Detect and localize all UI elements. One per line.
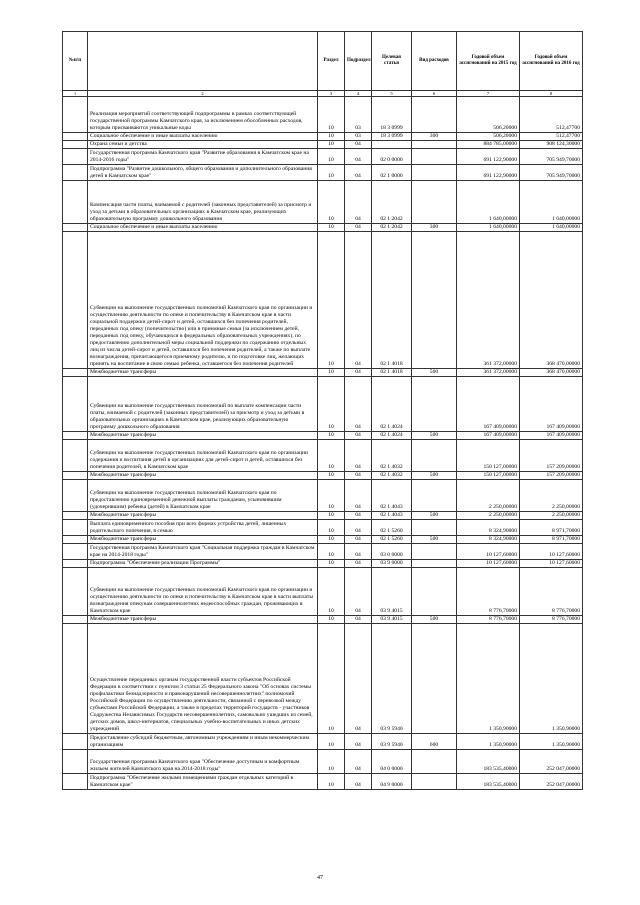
cell-name: Государственная программа Камчатского края "Обеспечение доступным и комфортным жильем жителей Камчатского края на 2014-2018 годы"	[88, 750, 318, 774]
cell-tselevaya: 02 1 4032	[372, 440, 412, 472]
header-2015: Годовой объем ассигнований на 2015 год	[457, 32, 520, 91]
cell-2015: 691 122,90000	[457, 149, 520, 165]
cell-2015: 361 372,00000	[457, 232, 520, 369]
cell-razdel: 10	[318, 232, 345, 369]
table-row	[63, 181, 583, 224]
column-number: 5	[372, 91, 412, 97]
cell-podrazdel: 04	[345, 432, 372, 440]
cell-num	[63, 568, 88, 616]
cell-num	[63, 472, 88, 480]
cell-podrazdel: 04	[345, 536, 372, 544]
cell-podrazdel: 04	[345, 377, 372, 432]
cell-2015: 183 535,40000	[457, 774, 520, 790]
cell-vid	[412, 181, 457, 224]
cell-podrazdel: 04	[345, 568, 372, 616]
cell-2016: 368 470,00000	[520, 369, 583, 377]
table-row	[63, 133, 583, 141]
cell-razdel: 10	[318, 181, 345, 224]
cell-num	[63, 544, 88, 560]
cell-name: Реализация мероприятий соответствующей подпрограммы в рамках соответствующей государственной программы Камчатского края, за исключением обособленных расходов, которым присваиваются уникальные коды	[88, 97, 318, 133]
page-number: 47	[317, 875, 323, 881]
cell-name: Предоставление субсидий бюджетным, автономным учреждениям и иным некоммерческим организациям	[88, 734, 318, 750]
table-row	[63, 480, 583, 512]
cell-2015: 8 324,90000	[457, 520, 520, 536]
cell-razdel: 10	[318, 224, 345, 232]
cell-num	[63, 440, 88, 472]
cell-podrazdel: 04	[345, 544, 372, 560]
cell-2015: 150 127,00000	[457, 472, 520, 480]
column-number: 7	[457, 91, 520, 97]
cell-vid	[412, 232, 457, 369]
cell-2016: 8 971,70000	[520, 536, 583, 544]
header-name	[88, 32, 318, 91]
cell-vid	[412, 568, 457, 616]
cell-num	[63, 133, 88, 141]
cell-name: Субвенции на выполнение государственных полномочий Камчатского края по организации и осуществлению деятельности по опеке и попечительству в Камчатском крае в части выплаты вознаграждения опекунам совершеннолетних недееспособных граждан, проживающих в Камчатском крае	[88, 568, 318, 616]
cell-razdel: 10	[318, 480, 345, 512]
cell-name: Социальное обеспечение и иные выплаты населению	[88, 133, 318, 141]
cell-podrazdel: 04	[345, 750, 372, 774]
cell-podrazdel: 04	[345, 480, 372, 512]
cell-2015: 8 776,70000	[457, 616, 520, 624]
cell-tselevaya: 02 1 4043	[372, 512, 412, 520]
table-row	[63, 520, 583, 536]
cell-2016: 512,47700	[520, 133, 583, 141]
cell-razdel: 10	[318, 520, 345, 536]
cell-tselevaya: 03 9 4015	[372, 568, 412, 616]
cell-podrazdel: 04	[345, 560, 372, 568]
cell-num	[63, 512, 88, 520]
header-num: №п/п	[63, 32, 88, 91]
cell-num	[63, 181, 88, 224]
budget-table	[62, 31, 583, 790]
cell-name: Межбюджетные трансферы	[88, 512, 318, 520]
cell-name: Межбюджетные трансферы	[88, 472, 318, 480]
cell-vid: 500	[412, 616, 457, 624]
cell-2015: 2 250,00000	[457, 480, 520, 512]
cell-tselevaya: 02 1 4024	[372, 432, 412, 440]
cell-name: Государственная программа Камчатского края "Развитие образования в Камчатском крае на 2014-2016 годы"	[88, 149, 318, 165]
cell-tselevaya: 02 1 4018	[372, 232, 412, 369]
cell-vid: 500	[412, 432, 457, 440]
cell-tselevaya: 02 1 0000	[372, 165, 412, 181]
cell-num	[63, 369, 88, 377]
cell-2016: 10 127,60000	[520, 544, 583, 560]
table-row	[63, 232, 583, 369]
table-row	[63, 536, 583, 544]
cell-2015: 8 324,90000	[457, 536, 520, 544]
cell-num	[63, 149, 88, 165]
cell-razdel: 10	[318, 472, 345, 480]
cell-num	[63, 165, 88, 181]
cell-2016: 157 209,00000	[520, 440, 583, 472]
cell-tselevaya: 02 1 5260	[372, 536, 412, 544]
cell-tselevaya: 04 0 0000	[372, 750, 412, 774]
cell-2016: 1 640,00000	[520, 181, 583, 224]
header-razdel: Раздел	[318, 32, 345, 91]
cell-2015: 1 350,90000	[457, 624, 520, 734]
cell-2015: 884 785,00000	[457, 141, 520, 149]
cell-podrazdel: 04	[345, 141, 372, 149]
cell-tselevaya: 02 1 2042	[372, 181, 412, 224]
cell-podrazdel: 04	[345, 440, 372, 472]
cell-tselevaya: 02 1 4043	[372, 480, 412, 512]
cell-vid: 600	[412, 734, 457, 750]
cell-vid: 500	[412, 472, 457, 480]
cell-podrazdel: 04	[345, 624, 372, 734]
cell-name: Охрана семьи и детства	[88, 141, 318, 149]
cell-vid	[412, 377, 457, 432]
table-row	[63, 544, 583, 560]
cell-2015: 167 409,00000	[457, 432, 520, 440]
cell-podrazdel: 04	[345, 520, 372, 536]
cell-podrazdel: 04	[345, 774, 372, 790]
cell-tselevaya: 02 1 4032	[372, 472, 412, 480]
cell-2015: 183 535,40000	[457, 750, 520, 774]
cell-2016: 10 127,60000	[520, 560, 583, 568]
header-tselevaya: Целевая статья	[372, 32, 412, 91]
cell-name: Государственная программа Камчатского края "Социальная поддержка граждан в Камчатском крае на 2014-2018 годы"	[88, 544, 318, 560]
cell-2015: 361 372,00000	[457, 369, 520, 377]
cell-tselevaya: 18 3 0999	[372, 133, 412, 141]
cell-razdel: 10	[318, 149, 345, 165]
cell-name: Субвенции на выполнение государственных полномочий Камчатского края по организации содержания и воспитания детей в организациях для детей-сирот и детей, оставшихся без попечения родителей, в Камчатском крае	[88, 440, 318, 472]
cell-name: Выплата единовременного пособия при всех формах устройства детей, лишенных родительского попечения, в семью	[88, 520, 318, 536]
table-row	[63, 568, 583, 616]
cell-num	[63, 520, 88, 536]
cell-tselevaya	[372, 141, 412, 149]
cell-2015: 167 409,00000	[457, 377, 520, 432]
cell-razdel: 10	[318, 734, 345, 750]
cell-name: Межбюджетные трансферы	[88, 369, 318, 377]
cell-tselevaya: 03 9 4015	[372, 616, 412, 624]
cell-vid: 500	[412, 536, 457, 544]
column-number: 6	[412, 91, 457, 97]
cell-vid: 300	[412, 224, 457, 232]
cell-vid	[412, 750, 457, 774]
cell-razdel: 10	[318, 750, 345, 774]
table-row	[63, 97, 583, 133]
cell-podrazdel: 03	[345, 133, 372, 141]
cell-name: Субвенции на выполнение государственных полномочий по выплате компенсации части платы, взимаемой с родителей (законных представителей) за присмотр и уход за детьми в образовательных организациях в Камчатском крае, реализующих образовательную программу дошкольного образования	[88, 377, 318, 432]
cell-2015: 2 250,00000	[457, 512, 520, 520]
cell-tselevaya: 03 9 0000	[372, 560, 412, 568]
cell-vid	[412, 149, 457, 165]
cell-vid	[412, 544, 457, 560]
table-row	[63, 369, 583, 377]
cell-name: Субвенции на выполнение государственных полномочий Камчатского края по организации и осуществлению деятельности по опеке и попечительству в Камчатском крае в части социальной поддержки детей-сирот и детей, оставшихся без попечения родителей, переданных под опеку (попечительство) или в приемные семьи (за исключением детей, переданных под опеку, обучающихся в федеральных образовательных учреждениях), по предоставлению дополнительной меры социальной поддержки по содержанию отдельных лиц из числа детей-сирот и детей, оставшихся без попечения родителей, а также по выплате вознаграждения, причитающегося приемному родителю, и по подготовке лиц, желающих принять на воспитание в свою семью ребенка, оставшегося без попечения родителей	[88, 232, 318, 369]
cell-vid	[412, 165, 457, 181]
cell-razdel: 10	[318, 544, 345, 560]
cell-razdel: 10	[318, 165, 345, 181]
cell-razdel: 10	[318, 377, 345, 432]
cell-2015: 506,20000	[457, 133, 520, 141]
cell-vid	[412, 97, 457, 133]
cell-2016: 167 409,00000	[520, 377, 583, 432]
header-podrazdel: Подраздел	[345, 32, 372, 91]
cell-2016: 8 971,70000	[520, 520, 583, 536]
cell-razdel: 10	[318, 133, 345, 141]
cell-razdel: 10	[318, 560, 345, 568]
cell-razdel: 10	[318, 512, 345, 520]
table-body	[63, 97, 583, 790]
cell-podrazdel: 04	[345, 616, 372, 624]
cell-2016: 252 047,00000	[520, 774, 583, 790]
cell-2015: 506,20000	[457, 97, 520, 133]
cell-tselevaya: 03 9 5940	[372, 624, 412, 734]
cell-podrazdel: 04	[345, 369, 372, 377]
cell-num	[63, 560, 88, 568]
cell-2016: 705 949,70000	[520, 149, 583, 165]
column-number: 2	[88, 91, 318, 97]
cell-podrazdel: 04	[345, 224, 372, 232]
table-row	[63, 750, 583, 774]
cell-name: Подпрограмма "Обеспечение жилыми помещениями граждан отдельных категорий в Камчатском крае"	[88, 774, 318, 790]
cell-2015: 1 640,00000	[457, 224, 520, 232]
column-number: 1	[63, 91, 88, 97]
cell-razdel: 10	[318, 616, 345, 624]
table-row	[63, 432, 583, 440]
cell-num	[63, 432, 88, 440]
cell-tselevaya: 02 1 4018	[372, 369, 412, 377]
cell-razdel: 10	[318, 369, 345, 377]
cell-num	[63, 750, 88, 774]
cell-name: Компенсация части платы, взимаемой с родителей (законных представителей) за присмотр и уход за детьми в образовательных организациях в Камчатском крае, реализующих образовательную программу дошкольного образования	[88, 181, 318, 224]
cell-name: Социальное обеспечение и иные выплаты населению	[88, 224, 318, 232]
cell-num	[63, 734, 88, 750]
cell-num	[63, 616, 88, 624]
cell-vid: 500	[412, 512, 457, 520]
cell-2015: 691 122,90000	[457, 165, 520, 181]
cell-tselevaya: 18 3 0999	[372, 97, 412, 133]
cell-2016: 2 250,00000	[520, 512, 583, 520]
cell-podrazdel: 03	[345, 97, 372, 133]
cell-2016: 157 209,00000	[520, 472, 583, 480]
cell-tselevaya: 02 1 5260	[372, 520, 412, 536]
cell-podrazdel: 04	[345, 165, 372, 181]
cell-podrazdel: 04	[345, 734, 372, 750]
cell-num	[63, 774, 88, 790]
cell-2016: 512,47700	[520, 97, 583, 133]
cell-2016: 2 250,00000	[520, 480, 583, 512]
cell-num	[63, 377, 88, 432]
cell-2016: 8 776,70000	[520, 616, 583, 624]
table-row	[63, 472, 583, 480]
cell-podrazdel: 04	[345, 149, 372, 165]
cell-vid	[412, 560, 457, 568]
table-row	[63, 734, 583, 750]
cell-tselevaya: 02 0 0000	[372, 149, 412, 165]
cell-razdel: 10	[318, 536, 345, 544]
cell-2015: 10 127,60000	[457, 560, 520, 568]
cell-num	[63, 624, 88, 734]
header-2016: Годовой объем ассигнований на 2016 год	[520, 32, 583, 91]
table-row	[63, 774, 583, 790]
cell-num	[63, 232, 88, 369]
cell-2015: 8 776,70000	[457, 568, 520, 616]
cell-vid	[412, 520, 457, 536]
cell-tselevaya: 02 1 4024	[372, 377, 412, 432]
cell-2016: 252 047,00000	[520, 750, 583, 774]
cell-num	[63, 97, 88, 133]
cell-vid: 300	[412, 133, 457, 141]
cell-razdel: 10	[318, 774, 345, 790]
column-number: 8	[520, 91, 583, 97]
table-row	[63, 141, 583, 149]
column-number: 3	[318, 91, 345, 97]
cell-tselevaya: 03 9 5940	[372, 734, 412, 750]
cell-razdel: 10	[318, 141, 345, 149]
table-row	[63, 560, 583, 568]
table-row	[63, 512, 583, 520]
cell-2015: 150 127,00000	[457, 440, 520, 472]
cell-2016: 705 949,70000	[520, 165, 583, 181]
table-row	[63, 224, 583, 232]
cell-name: Подпрограмма "Развитие дошкольного, общего образования и дополнительного образования детей в Камчатском крае"	[88, 165, 318, 181]
cell-razdel: 10	[318, 97, 345, 133]
cell-name: Межбюджетные трансферы	[88, 536, 318, 544]
cell-2016: 1 350,90000	[520, 734, 583, 750]
cell-vid	[412, 440, 457, 472]
cell-2015: 1 640,00000	[457, 181, 520, 224]
cell-2016: 1 640,00000	[520, 224, 583, 232]
cell-tselevaya: 03 0 0000	[372, 544, 412, 560]
column-number: 4	[345, 91, 372, 97]
table-row	[63, 149, 583, 165]
cell-vid	[412, 480, 457, 512]
cell-2016: 368 470,00000	[520, 232, 583, 369]
cell-name: Субвенции на выполнение государственных полномочий Камчатского края по предоставлению единовременной денежной выплаты гражданам, усыновившим (удочерившим) ребенка (детей) в Камчатском крае	[88, 480, 318, 512]
cell-vid	[412, 624, 457, 734]
table-row	[63, 165, 583, 181]
cell-num	[63, 480, 88, 512]
cell-tselevaya: 04 9 0000	[372, 774, 412, 790]
table-row	[63, 377, 583, 432]
budget-table-sheet	[62, 31, 582, 790]
cell-podrazdel: 04	[345, 512, 372, 520]
cell-2016: 167 409,00000	[520, 432, 583, 440]
cell-2016: 908 124,30000	[520, 141, 583, 149]
cell-vid: 500	[412, 369, 457, 377]
cell-num	[63, 536, 88, 544]
cell-name: Межбюджетные трансферы	[88, 432, 318, 440]
cell-podrazdel: 04	[345, 181, 372, 224]
header-row	[63, 32, 583, 91]
cell-name: Межбюджетные трансферы	[88, 616, 318, 624]
cell-vid	[412, 774, 457, 790]
header-vid: Вид расходов	[412, 32, 457, 91]
table-row	[63, 616, 583, 624]
cell-tselevaya: 02 1 2042	[372, 224, 412, 232]
cell-2015: 1 350,90000	[457, 734, 520, 750]
table-row	[63, 624, 583, 734]
cell-2016: 8 776,70000	[520, 568, 583, 616]
cell-name: Подпрограмма "Обеспечение реализации Программы"	[88, 560, 318, 568]
cell-vid	[412, 141, 457, 149]
table-row	[63, 440, 583, 472]
cell-num	[63, 141, 88, 149]
cell-num	[63, 224, 88, 232]
cell-2016: 1 350,90000	[520, 624, 583, 734]
cell-razdel: 10	[318, 440, 345, 472]
cell-podrazdel: 04	[345, 232, 372, 369]
cell-razdel: 10	[318, 568, 345, 616]
cell-razdel: 10	[318, 432, 345, 440]
cell-2015: 10 127,60000	[457, 544, 520, 560]
cell-name: Осуществление переданных органам государственной власти субъектов Российской Федерации в соответствии с пунктом 3 статьи 25 Федерального закона "Об основах системы профилактики безнадзорности и правонарушений несовершеннолетних" полномочий Российской Федерации по осуществлению деятельности, связанной с перевозкой между субъектами Российской Федерации, а также в пределах территорий государств - участников Содружества Независимых Государств несовершеннолетних, самовольно ушедших из семей, детских домов, школ-интернатов, специальных учебно-воспитательных и иных детских учреждений	[88, 624, 318, 734]
cell-podrazdel: 04	[345, 472, 372, 480]
cell-razdel: 10	[318, 624, 345, 734]
